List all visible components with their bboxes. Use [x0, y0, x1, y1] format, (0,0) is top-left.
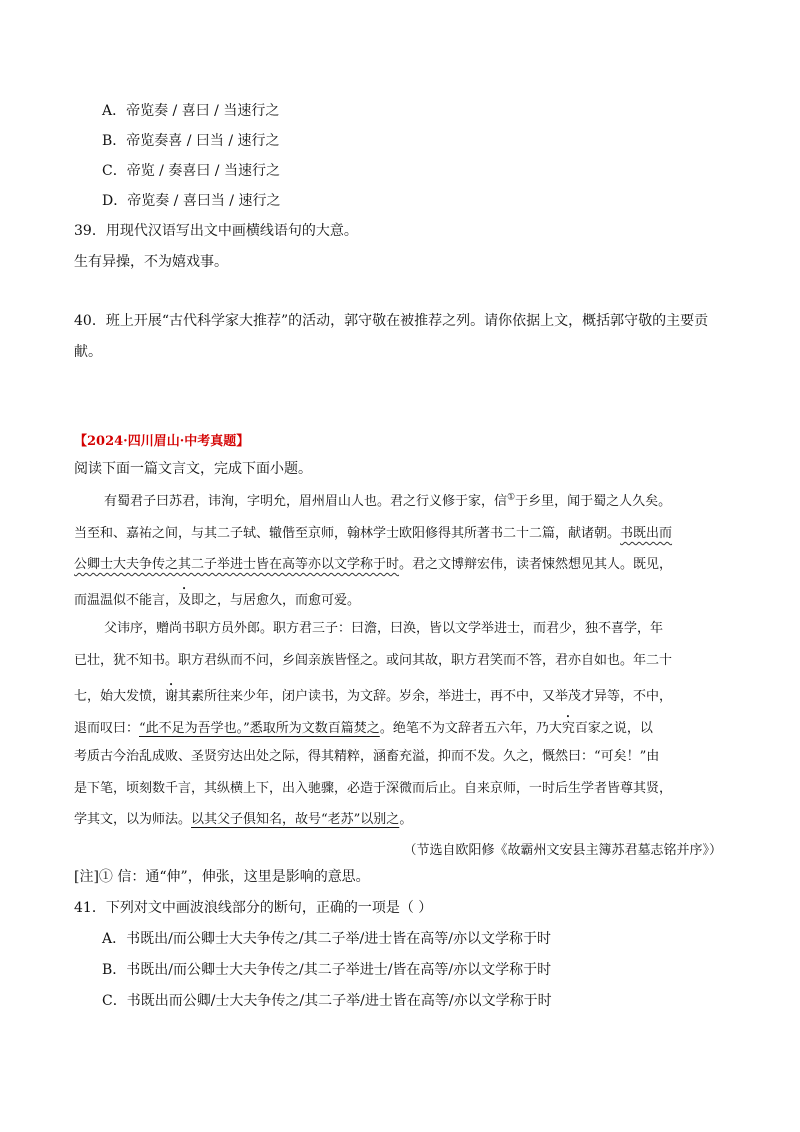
text-segment: 。: [399, 812, 413, 827]
passage-p2-line4: [74, 713, 653, 736]
footnote: [注]① 信：通“伸”，伸张，这里是影响的意思。: [74, 869, 370, 885]
passage-p2-line2: 已壮，犹不知书。职方君纵而不问，乡闾亲族皆怪之。或问其故，职方君笑而不答，君亦自如也。年二十: [74, 653, 673, 668]
passage-p2-line7: [74, 808, 412, 827]
text-segment: 有蜀君子曰苏君，讳洵，字明允，眉州眉山人也。君之行义修于家，信: [104, 494, 508, 509]
q38-option-b: B．帝览奏喜 / 曰当 / 速行之: [102, 133, 280, 149]
passage-p2-line5: 考质古今治乱成败、圣贤穷达出处之际，得其精粹，涵畜充溢，抑而不发。久之，慨然曰：“可矣！”由: [74, 749, 660, 764]
passage-p1-line4: [74, 585, 360, 608]
dotted-emphasis-char: 谢: [165, 689, 179, 704]
q40-question-line2: 献。: [74, 344, 102, 360]
q38-option-a: A．帝览奏 / 喜曰 / 当速行之: [102, 103, 280, 119]
wavy-underlined-text: 公卿士大夫争传之其二子举进士皆在高等亦以文学称于时: [74, 557, 400, 572]
dotted-emphasis-char: 究: [561, 721, 575, 736]
passage-p1-line3: [74, 553, 672, 572]
q39-question: 39．用现代汉语写出文中画横线语句的大意。: [74, 223, 358, 239]
wavy-underlined-text: 书既出而: [620, 526, 673, 541]
underlined-text: “此不足为吾学也。”悉取所为文数百篇焚之: [139, 721, 380, 736]
text-segment: 百家之说，以: [574, 721, 653, 736]
q41-question: 41．下列对文中画波浪线部分的断句，正确的一项是（ ）: [74, 900, 433, 916]
text-segment: 学其文，以为师法。: [74, 812, 192, 827]
passage-p2-line1: 父讳序，赠尚书职方员外郎。职方君三子：曰澹，曰涣，皆以文学举进士，而君少，独不喜学，年: [104, 621, 664, 636]
source-tag: 【2024·四川眉山·中考真题】: [74, 434, 250, 449]
passage-p1-line2: [74, 522, 672, 541]
footnote-marker: ①: [507, 492, 516, 503]
text-segment: 退而叹曰：: [74, 721, 140, 736]
text-segment: 而温温似不能言，: [74, 593, 179, 608]
q40-question-line1: 40．班上开展“古代科学家大推荐”的活动，郭守敬在被推荐之列。请你依据上文，概括郭守敬的主要贡: [74, 313, 709, 329]
text-segment: 。君之文博辩宏伟，读者悚然想见其人。既见，: [399, 557, 673, 572]
text-segment: 其素所往来少年，闭户读书，为文辞。岁余，举进士，再不中，又举茂才异等，不中，: [178, 689, 673, 704]
passage-p1-line1: [104, 490, 671, 509]
q38-option-c: C．帝览 / 奏喜曰 / 当速行之: [102, 163, 280, 179]
text-segment: 七，始大发愤，: [74, 689, 166, 704]
q39-answer: 生有异操，不为嬉戏事。: [74, 254, 228, 270]
q41-option-b: B．书既出/而公卿士大夫争传之/其二子举进士/皆在高等/亦以文学称于时: [102, 962, 552, 978]
instruction: 阅读下面一篇文言文，完成下面小题。: [74, 461, 312, 477]
underlined-text: 以其父子俱知名，故号“老苏”以别之: [191, 812, 400, 827]
text-segment: 于乡里，闻于蜀之人久矣。: [515, 494, 672, 509]
passage-p2-line3: [74, 681, 672, 704]
passage-p2-line6: 是下笔，顷刻数千言，其纵横上下，出入驰骤，必造于深微而后止。自来京师，一时后生学者皆尊其贤，: [74, 781, 673, 796]
text-segment: 当至和、嘉祐之间，与其二子轼、辙偕至京师，翰林学士欧阳修得其所著书二十二篇，献诸朝。: [74, 526, 621, 541]
citation: （节选自欧阳修《故霸州文安县主簿苏君墓志铭并序》）: [403, 843, 722, 858]
dotted-emphasis-char: 及: [178, 593, 192, 608]
text-segment: 即之，与居愈久，而愈可爱。: [191, 593, 361, 608]
text-segment: 。绝笔不为文辞者五六年，乃大: [379, 721, 562, 736]
q41-option-a: A．书既出/而公卿士大夫争传之/其二子举/进士皆在高等/亦以文学称于时: [102, 931, 551, 947]
q38-option-d: D．帝览奏 / 喜曰当 / 速行之: [102, 193, 281, 209]
q41-option-c: C．书既出而公卿/士大夫争传之/其二子举/进士皆在高等/亦以文学称于时: [102, 993, 552, 1009]
